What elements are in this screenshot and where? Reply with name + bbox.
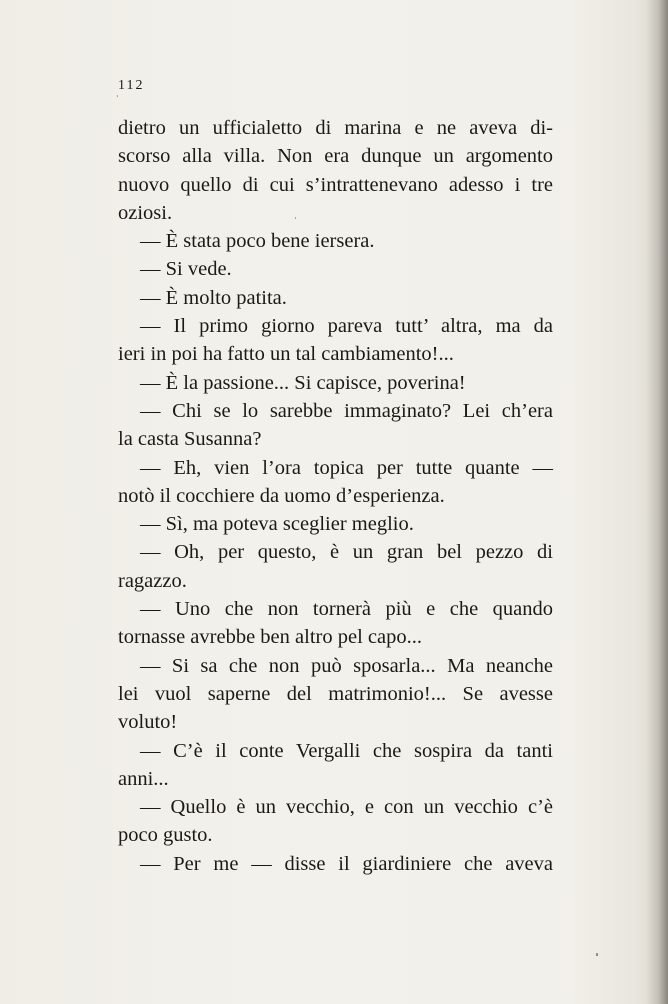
text-line: anni... xyxy=(118,767,169,790)
text-line: — Per me — disse il giardiniere che aveva xyxy=(140,852,553,875)
text-line: — Sì, ma poteva sceglier meglio. xyxy=(140,513,414,536)
ink-speck: · xyxy=(294,214,297,223)
text-line: — Si vede. xyxy=(140,258,232,281)
text-line: — È la passione... Si capisce, poverina! xyxy=(140,371,466,394)
text-line: dietro un ufficialetto di marina e ne aveva di- xyxy=(118,117,553,139)
text-line: voluto! xyxy=(118,711,178,734)
text-line: tornasse avrebbe ben altro pel capo... xyxy=(118,626,422,649)
body-text xyxy=(118,114,553,878)
text-line: — C’è il conte Vergalli che sospira da tanti xyxy=(140,739,553,762)
text-line: — È stata poco bene iersera. xyxy=(140,230,375,253)
text-line: — Oh, per questo, è un gran bel pezzo di xyxy=(140,541,553,564)
text-line: ragazzo. xyxy=(118,569,187,592)
ink-speck: ˌ xyxy=(594,936,600,956)
text-line: lei vuol saperne del matrimonio!... Se avesse xyxy=(118,682,553,705)
text-line: — Si sa che non può sposarla... Ma neanche xyxy=(140,654,553,677)
text-line: nuovo quello di cui s’intrattenevano adesso i tre xyxy=(118,173,553,196)
text-line: ieri in poi ha fatto un tal cambiamento!... xyxy=(118,343,454,366)
page-edge-shadow xyxy=(646,0,668,1004)
ink-speck: · xyxy=(116,92,119,101)
text-line: notò il cocchiere da uomo d’esperienza. xyxy=(118,484,445,507)
text-line: — Uno che non tornerà più e che quando xyxy=(140,598,553,621)
text-line: poco gusto. xyxy=(118,824,213,847)
text-line: — Quello è un vecchio, e con un vecchio c’è xyxy=(140,796,553,819)
text-line: — Il primo giorno pareva tutt’ altra, ma da xyxy=(140,315,553,338)
text-line: oziosi. xyxy=(118,201,173,224)
text-line: la casta Susanna? xyxy=(118,428,262,451)
text-line: — Chi se lo sarebbe immaginato? Lei ch’era xyxy=(140,399,553,422)
page-number: 112 xyxy=(118,78,145,93)
text-line: — Eh, vien l’ora topica per tutte quante — xyxy=(140,456,553,479)
text-line: scorso alla villa. Non era dunque un argomento xyxy=(118,145,553,168)
text-line: — È molto patita. xyxy=(140,286,287,309)
